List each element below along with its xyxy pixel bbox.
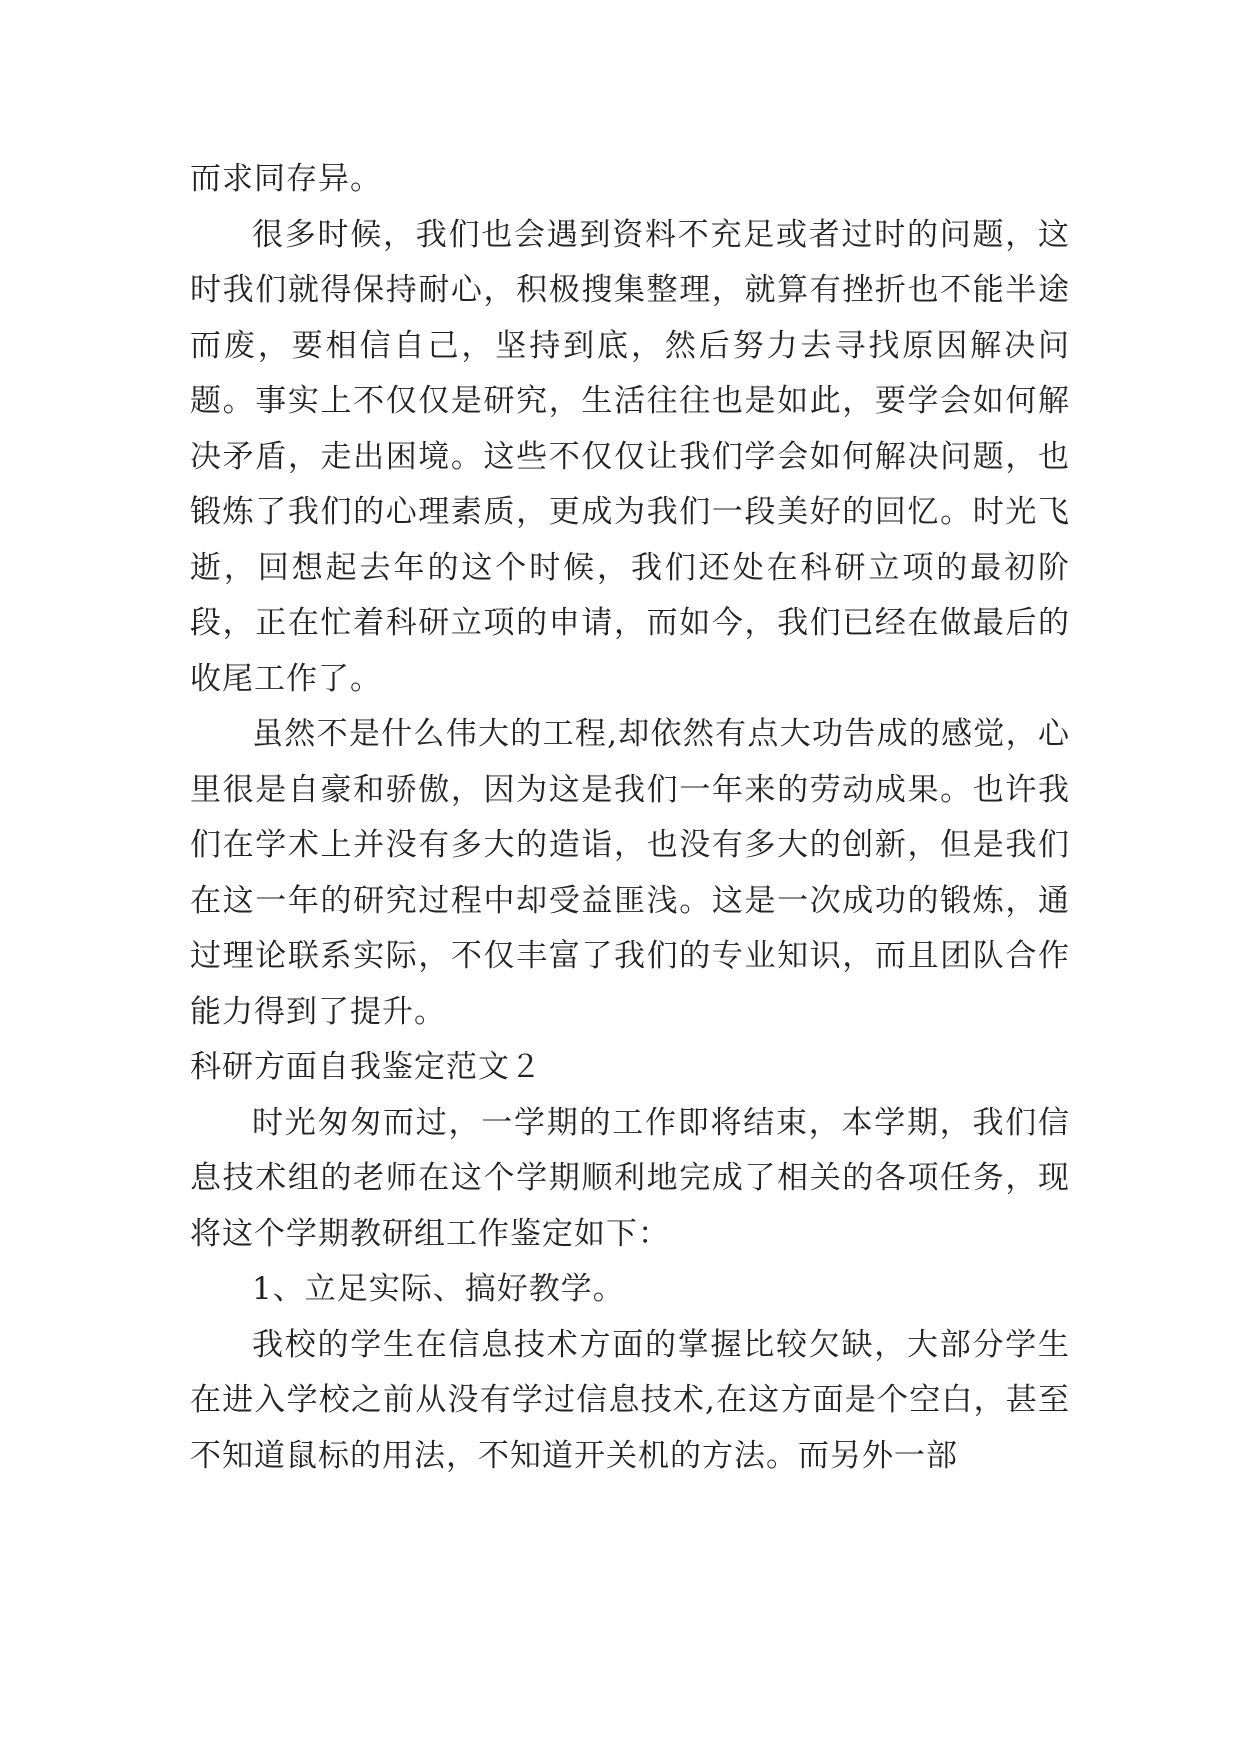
section-heading: 科研方面自我鉴定范文２ [190,1049,542,1085]
paragraph: 虽然不是什么伟大的工程,却依然有点大功告成的感觉，心里很是自豪和骄傲，因为这是我们一年来的劳动成果。也许我们在学术上并没有多大的造诣，也没有多大的创新，但是我们在这一年的研究过程中却受益匪浅。这是一次成功的锻炼，通过理论联系实际，不仅丰富了我们的专业知识，而且团队合作能力得到了提升。 [190,716,1070,1030]
list-item: 1、立足实际、搞好教学。 [252,1271,625,1307]
document-body [190,152,1070,1484]
paragraph: 而求同存异。 [190,161,382,197]
paragraph: 我校的学生在信息技术方面的掌握比较欠缺，大部分学生在进入学校之前从没有学过信息技术,在这方面是个空白，甚至不知道鼠标的用法，不知道开关机的方法。而另外一部 [190,1326,1070,1474]
paragraph: 很多时候，我们也会遇到资料不充足或者过时的问题，这时我们就得保持耐心，积极搜集整理，就算有挫折也不能半途而废，要相信自己，坚持到底，然后努力去寻找原因解决问题。事实上不仅仅是研究，生活往往也是如此，要学会如何解决矛盾，走出困境。这些不仅仅让我们学会如何解决问题，也锻炼了我们的心理素质，更成为我们一段美好的回忆。时光飞逝，回想起去年的这个时候，我们还处在科研立项的最初阶段，正在忙着科研立项的申请，而如今，我们已经在做最后的收尾工作了。 [190,216,1070,697]
paragraph: 时光匆匆而过，一学期的工作即将结束，本学期，我们信息技术组的老师在这个学期顺利地完成了相关的各项任务，现将这个学期教研组工作鉴定如下： [190,1104,1070,1252]
